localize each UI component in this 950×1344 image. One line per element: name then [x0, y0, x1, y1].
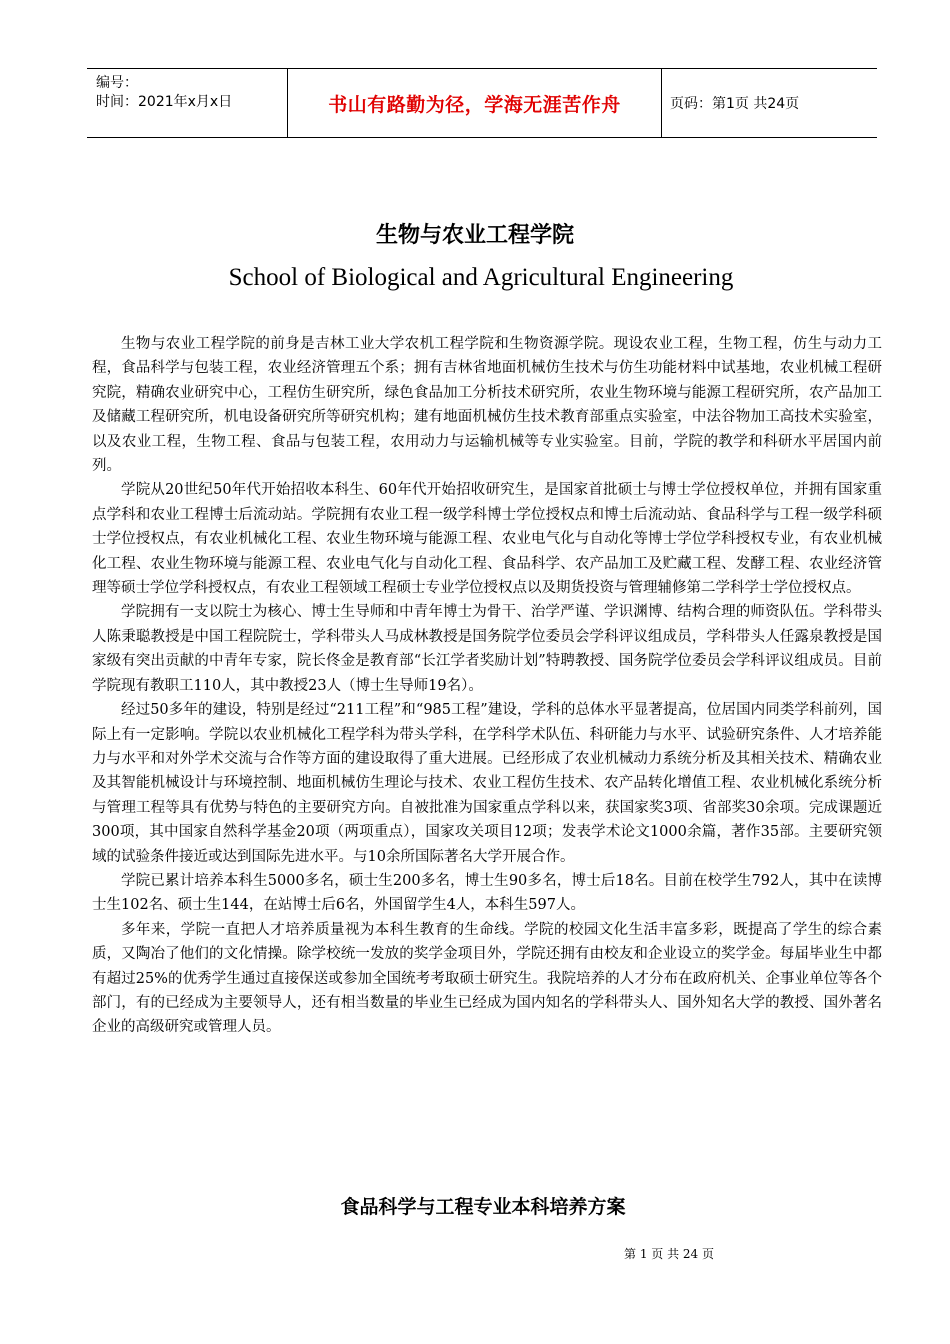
section-heading: 食品科学与工程专业本科培养方案: [340, 1196, 626, 1218]
page-header: [87, 68, 877, 138]
paragraph: 经过50多年的建设，特别是经过“211工程”和“985工程”建设，学科的总体水平显著提高，位居国内同类学科前列，国际上有一定影响。学院以农业机械化工程学科为带头学科，在学科学术队伍、科研能力与水平、试验研究条件、人才培养能力与水平和对外学术交流与合作等方面的建设取得了重大进展。已经形成了农业机械动力系统分析及其相关技术、精确农业及其智能机械设计与环境控制、地面机械仿生理论与技术、农业工程仿生技术、农产品转化增值工程、农业机械化系统分析与管理工程等具有优势与特色的主要研究方向。自被批准为国家重点学科以来，获国家奖3项、省部奖30余项。完成课题近300项，其中国家自然科学基金20项（两项重点），国家攻关项目12项；发表学术论文1000余篇，著作35部。主要研究领域的试验条件接近或达到国际先进水平。与10余所国际著名大学开展合作。: [92, 702, 882, 865]
paragraph: 学院从20世纪50年代开始招收本科生、60年代开始招收研究生，是国家首批硕士与博士学位授权单位，并拥有国家重点学科和农业工程博士后流动站。学院拥有农业工程一级学科博士学位授权点和博士后流动站、食品科学与工程一级学科硕士学位授权点，有农业机械化工程、农业生物环境与能源工程、农业电气化与自动化等博士学位学科授权专业，有农业机械化工程、农业生物环境与能源工程、农业电气化与自动化工程、食品科学、农产品加工及贮藏工程、发酵工程、农业经济管理等硕士学位学科授权点，有农业工程领域工程硕士专业学位授权点以及期货投资与管理辅修第二学科学士学位授权点。: [92, 482, 882, 597]
paragraph: 学院拥有一支以院士为核心、博士生导师和中青年博士为骨干、治学严谨、学识渊博、结构合理的师资队伍。学科带头人陈秉聪教授是中国工程院院士，学科带头人马成林教授是国务院学位委员会学科评议组成员，学科带头人任露泉教授是国家级有突出贡献的中青年专家，院长佟金是教育部“长江学者奖励计划”特聘教授、国务院学位委员会学科评议组成员。目前学院现有教职工110人，其中教授23人（博士生导师19名）。: [92, 604, 882, 694]
header-motto-cell: [287, 69, 662, 137]
header-meta: [87, 69, 287, 137]
paragraph: 学院已累计培养本科生5000多名，硕士生200多名，博士生90多名，博士后18名。目前在校学生792人，其中在读博士生102名、硕士生144，在站博士后6名，外国留学生4人，本科生597人。: [92, 872, 882, 914]
header-motto: 书山有路勤为径，学海无涯苦作舟: [328, 93, 621, 116]
document-title: 生物与农业工程学院: [375, 223, 574, 248]
page-footer: 第 1 页 共 24 页: [624, 1247, 714, 1261]
document-date: 时间：2021年x月x日: [96, 94, 233, 110]
paragraph: 生物与农业工程学院的前身是吉林工业大学农机工程学院和生物资源学院。现设农业工程，生物工程，仿生与动力工程，食品科学与包装工程，农业经济管理五个系；拥有吉林省地面机械仿生技术与仿生功能材料中试基地，农业机械工程研究院，精确农业研究中心，工程仿生研究所，绿色食品加工分析技术研究所，农业生物环境与能源工程研究所，农产品加工及储藏工程研究所，机电设备研究所等研究机构；建有地面机械仿生技术教育部重点实验室，中法谷物加工高技术实验室，以及农业工程，生物工程、食品与包装工程，农用动力与运输机械等专业实验室。目前，学院的教学和科研水平居国内前列。: [92, 336, 882, 475]
document-subtitle-english: School of Biological and Agricultural Engineering: [228, 264, 734, 291]
header-page-cell: [662, 69, 877, 137]
paragraph: 多年来，学院一直把人才培养质量视为本科生教育的生命线。学院的校园文化生活丰富多彩，既提高了学生的综合素质，又陶冶了他们的文化情操。除学校统一发放的奖学金项目外，学院还拥有由校友和企业设立的奖学金。每届毕业生中都有超过25%的优秀学生通过直接保送或参加全国统考考取硕士研究生。我院培养的人才分布在政府机关、企事业单位等各个部门，有的已经成为主要领导人，还有相当数量的毕业生已经成为国内知名的学科带头人、国外知名大学的教授、国外著名企业的高级研究或管理人员。: [92, 921, 882, 1036]
body-text: [92, 332, 882, 1040]
document-number: 编号：: [96, 75, 138, 91]
header-page-number: 页码：第1页 共24页: [670, 96, 800, 112]
